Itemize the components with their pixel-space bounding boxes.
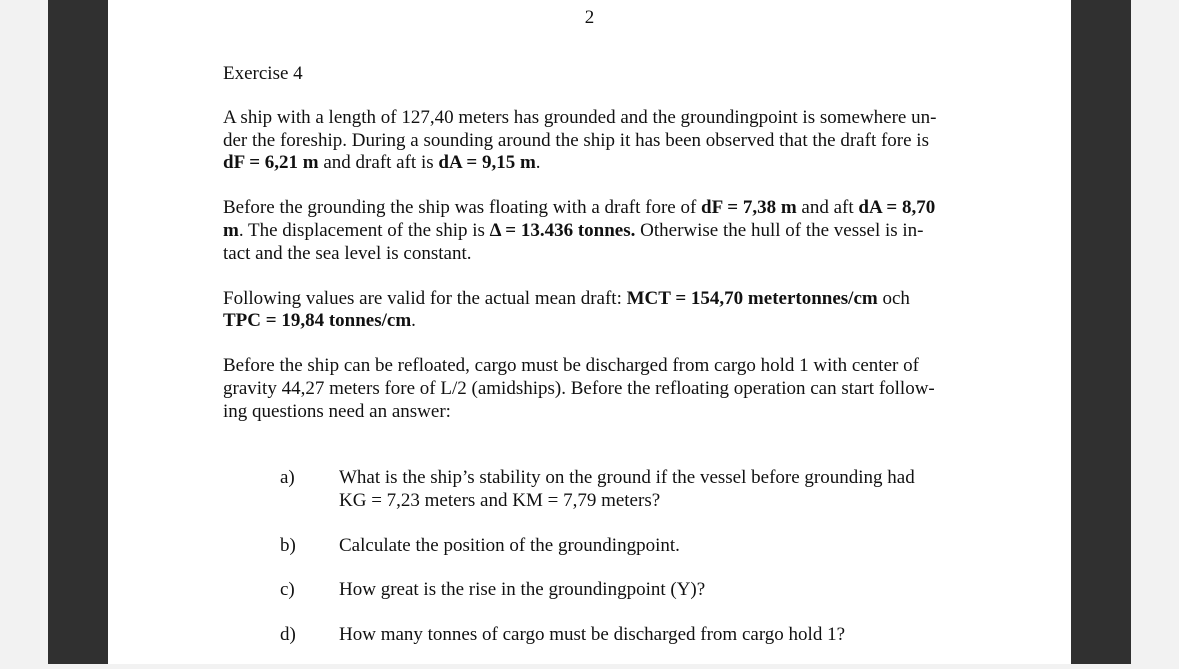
question-d	[223, 624, 955, 647]
question-a	[223, 467, 955, 513]
page-number: 2	[584, 7, 595, 28]
question-label: c)	[280, 579, 295, 601]
document-page	[108, 0, 1071, 664]
question-list	[223, 467, 955, 669]
paragraph-before-grounding: Before the grounding the ship was floating with a draft fore of dF = 7,38 m and aft dA = 8,70 m. The displacement of the ship is Δ = 13.436 tonnes. Otherwise the hull of the vessel is in- tact and the sea level is constant.	[223, 197, 936, 264]
question-text: What is the ship’s stability on the ground if the vessel before grounding had KG = 7,23 meters and KM = 7,79 meters?	[339, 467, 915, 511]
paragraph-refloat: Before the ship can be refloated, cargo must be discharged from cargo hold 1 with center of gravity 44,27 meters fore of L/2 (amidships). Before the refloating operation can start follow- ing questions need an answer:	[223, 355, 935, 422]
viewer-right-margin	[1071, 0, 1131, 664]
question-text: Calculate the position of the groundingpoint.	[339, 534, 680, 556]
exercise-heading: Exercise 4	[223, 63, 303, 84]
question-label: d)	[280, 624, 296, 646]
question-b	[223, 535, 955, 558]
paragraph-grounding: A ship with a length of 127,40 meters has grounded and the groundingpoint is somewhere un- der the foreship. During a sounding around the ship it has been observed that the draft fore is dF = 6,21 m and draft aft is dA = 9,15 m.	[223, 106, 937, 174]
question-c	[223, 579, 955, 602]
question-text: How many tonnes of cargo must be discharged from cargo hold 1?	[339, 624, 846, 646]
question-label: b)	[280, 534, 296, 556]
paragraph-values: Following values are valid for the actual mean draft: MCT = 154,70 metertonnes/cm och TPC = 19,84 tonnes/cm.	[223, 287, 910, 332]
exercise-content	[223, 63, 955, 646]
viewer-left-margin	[48, 0, 108, 664]
question-label: a)	[280, 467, 295, 488]
question-text: How great is the rise in the groundingpoint (Y)?	[339, 579, 706, 601]
